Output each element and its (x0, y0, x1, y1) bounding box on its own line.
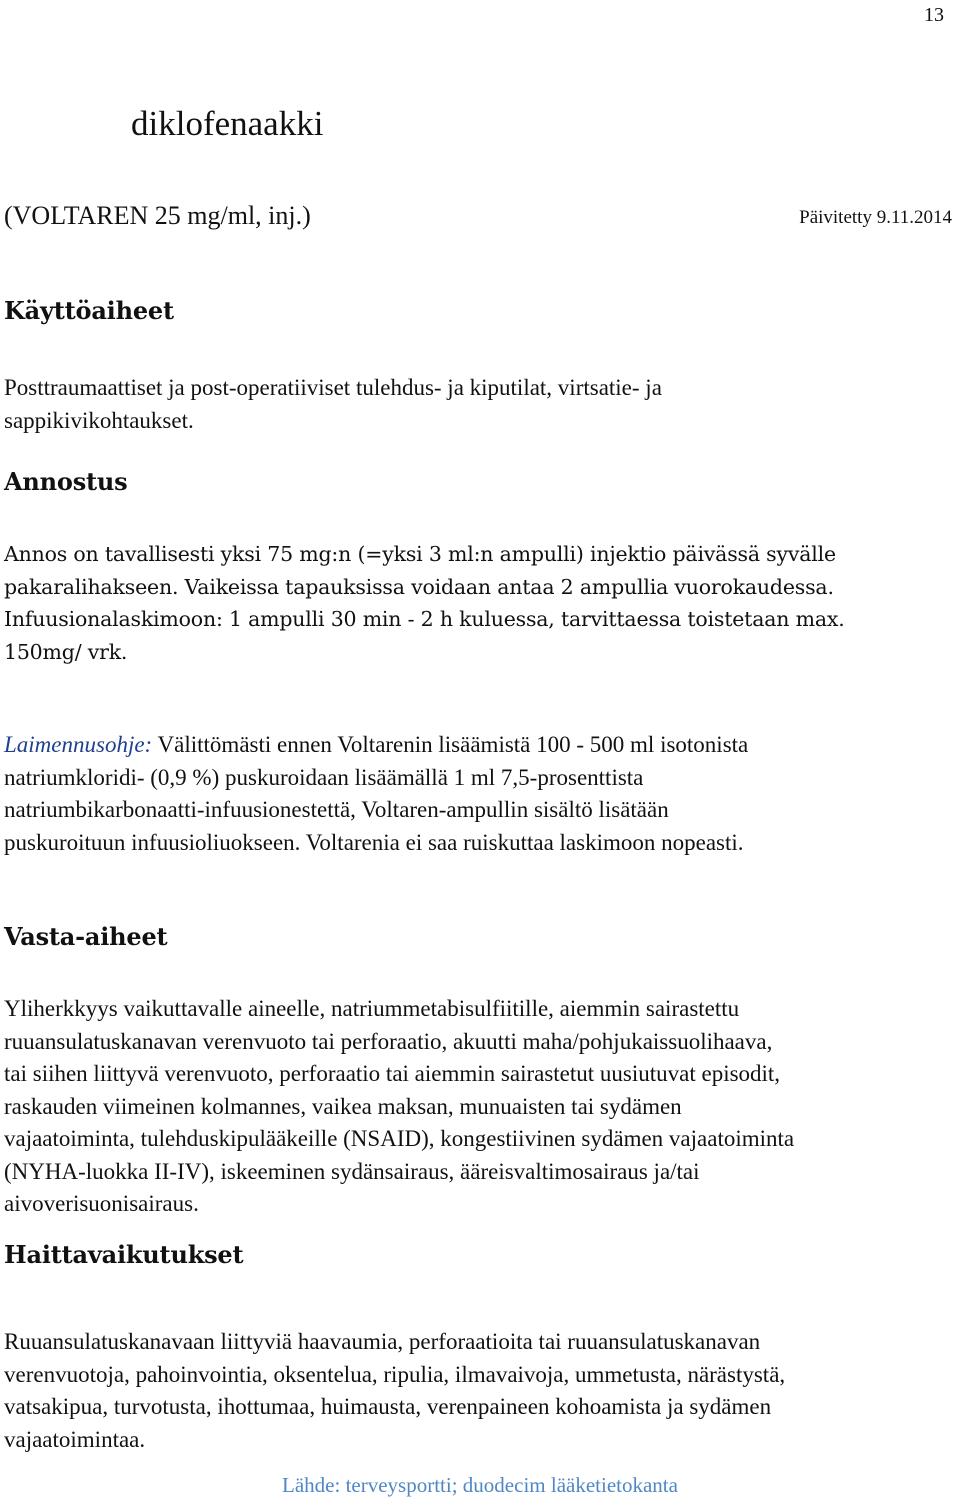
text-line: (NYHA-luokka II-IV), iskeeminen sydänsairaus, ääreisvaltimosairaus ja/tai (4, 1158, 700, 1184)
text-line: Yliherkkyys vaikuttavalle aineelle, natriummetabisulfiitille, aiemmin sairastettu (4, 996, 740, 1021)
text-line: raskauden viimeinen kolmannes, vaikea maksan, munuaisten tai sydämen (4, 1093, 682, 1119)
dosage-heading: Annostus (4, 467, 128, 496)
drug-title: diklofenaakki (131, 104, 324, 143)
indications-text (4, 372, 959, 437)
product-line: (VOLTAREN 25 mg/ml, inj.) (4, 201, 311, 230)
text-line: puskuroituun infuusioliuokseen. Voltarenia ei saa ruiskuttaa laskimoon nopeasti. (4, 829, 744, 855)
text-line: ruuansulatuskanavan verenvuoto tai perforaatio, akuutti maha/pohjukaissuolihaava, (4, 1028, 773, 1054)
text-line: aivoverisuonisairaus. (4, 1191, 199, 1216)
text-line: verenvuotoja, pahoinvointia, oksentelua, ripulia, ilmavaivoja, ummetusta, närästystä, (4, 1361, 786, 1387)
text-line: tai siihen liittyvä verenvuoto, perforaatio tai aiemmin sairastetut uusiutuvat episodit, (4, 1061, 781, 1086)
adverse-effects-heading: Haittavaikutukset (4, 1240, 244, 1269)
adverse-effects-text (4, 1326, 959, 1456)
text-line: Infuusionalaskimoon: 1 ampulli 30 min - 2 h kuluessa, tarvittaessa toistetaan max. (4, 607, 845, 631)
dilution-first-line: Välittömästi ennen Voltarenin lisäämistä 100 - 500 ml isotonista (152, 732, 749, 757)
indications-heading: Käyttöaiheet (4, 296, 174, 325)
text-line: natriumkloridi- (0,9 %) puskuroidaan lisäämällä 1 ml 7,5-prosenttista (4, 764, 644, 790)
dilution-lead: Laimennusohje: (4, 732, 153, 757)
dosage-text (4, 538, 959, 668)
text-line: 150mg/ vrk. (4, 639, 128, 664)
text-line (4, 729, 959, 762)
updated-date: Päivitetty 9.11.2014 (799, 207, 952, 228)
contraindications-text (4, 993, 959, 1221)
text-line: vatsakipua, turvotusta, ihottumaa, huimausta, verenpaineen kohoamista ja sydämen (4, 1394, 772, 1419)
text-line: Ruuansulatuskanavaan liittyviä haavaumia, perforaatioita tai ruuansulatuskanavan (4, 1329, 761, 1354)
text-line: Annos on tavallisesti yksi 75 mg:n (=yksi 3 ml:n ampulli) injektio päivässä syvälle (4, 542, 836, 566)
source-footer: Lähde: terveysportti; duodecim lääketietokanta (282, 1473, 678, 1497)
contraindications-heading: Vasta-aiheet (4, 922, 168, 951)
text-line: Posttraumaattiset ja post-operatiiviset tulehdus- ja kiputilat, virtsatie- ja (4, 375, 662, 400)
text-line: vajaatoiminta, tulehduskipulääkeille (NSAID), kongestiivinen sydämen vajaatoiminta (4, 1126, 795, 1151)
text-line: sappikivikohtaukset. (4, 407, 194, 433)
text-line: pakaralihakseen. Vaikeissa tapauksissa voidaan antaa 2 ampullia vuorokaudessa. (4, 574, 834, 599)
text-line: natriumbikarbonaatti-infuusionestettä, Voltaren-ampullin sisältö lisätään (4, 797, 669, 822)
dilution-text (4, 729, 959, 859)
text-line: vajaatoimintaa. (4, 1426, 146, 1452)
page-number: 13 (924, 4, 944, 26)
